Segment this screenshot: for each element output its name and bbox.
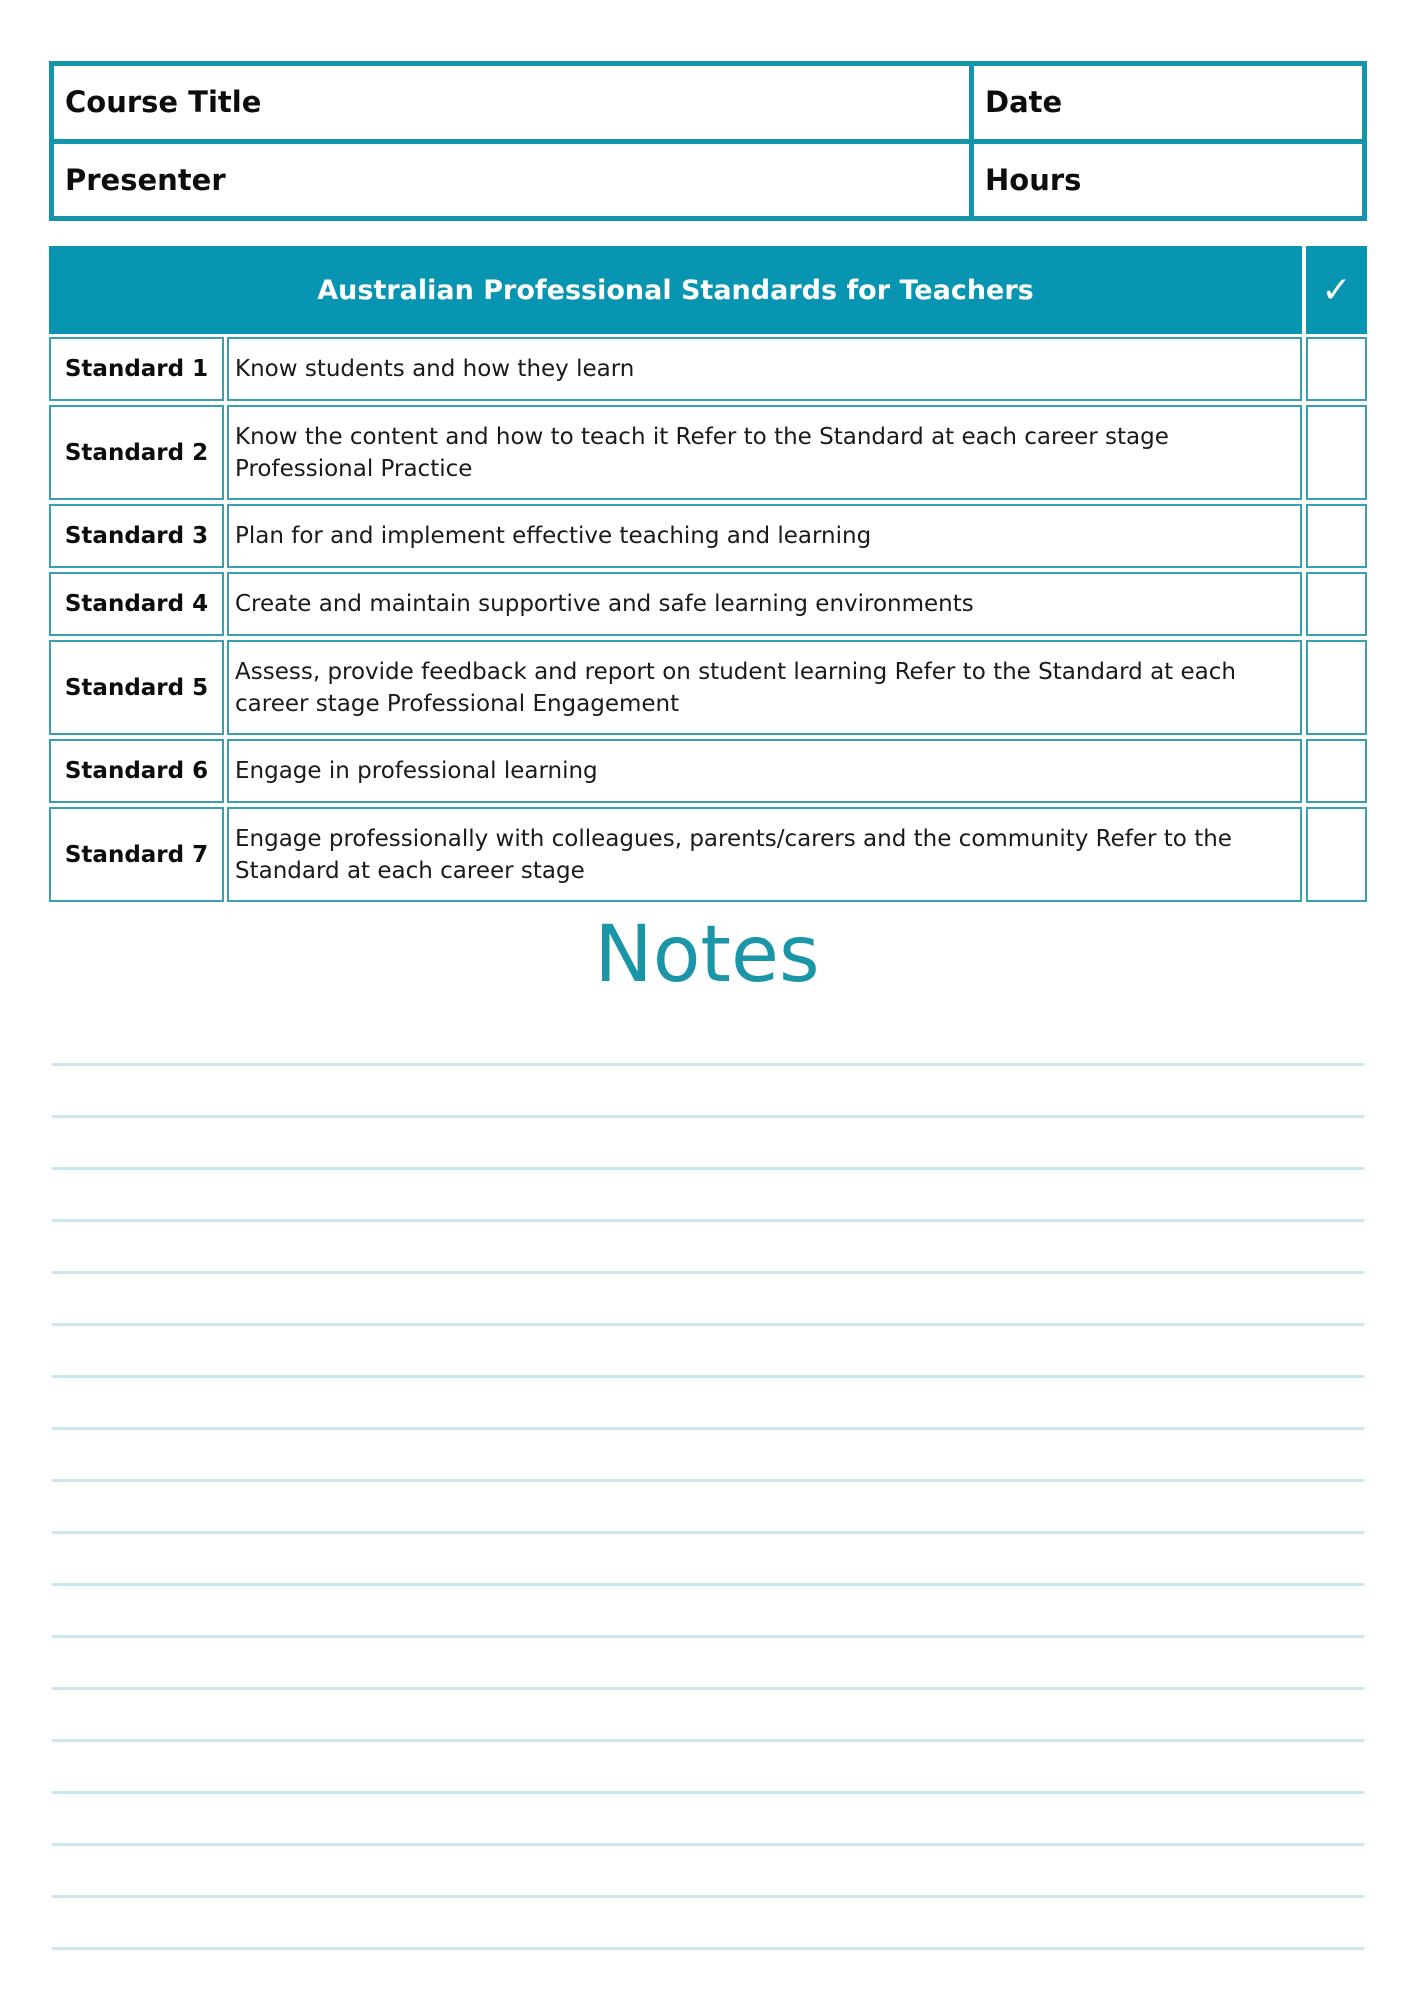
standard-label: Standard 4 xyxy=(49,572,224,636)
date-field[interactable] xyxy=(974,66,1362,139)
course-title-field[interactable] xyxy=(54,66,969,139)
standard-row-1 xyxy=(49,337,1367,401)
note-line xyxy=(52,1375,1364,1378)
note-line xyxy=(52,1531,1364,1534)
standard-checkbox[interactable] xyxy=(1306,572,1367,636)
course-info-box xyxy=(49,61,1367,221)
note-line xyxy=(52,1479,1364,1482)
note-line xyxy=(52,1271,1364,1274)
standards-table-header xyxy=(49,246,1367,334)
notes-title: Notes xyxy=(594,910,820,1000)
standard-label: Standard 5 xyxy=(49,640,224,735)
note-line xyxy=(52,1739,1364,1742)
checkmark-icon: ✓ xyxy=(1306,246,1367,334)
standard-label: Standard 6 xyxy=(49,739,224,803)
note-line xyxy=(52,1843,1364,1846)
standards-table-title: Australian Professional Standards for Teachers xyxy=(49,246,1302,334)
note-line xyxy=(52,1687,1364,1690)
standard-checkbox[interactable] xyxy=(1306,337,1367,401)
standard-description: Plan for and implement effective teaching and learning xyxy=(227,504,1302,568)
note-line xyxy=(52,1167,1364,1170)
standard-label: Standard 3 xyxy=(49,504,224,568)
presenter-field[interactable] xyxy=(54,144,969,217)
note-line xyxy=(52,1115,1364,1118)
standard-label: Standard 7 xyxy=(49,807,224,902)
standard-row-4 xyxy=(49,572,1367,636)
standard-checkbox[interactable] xyxy=(1306,807,1367,902)
note-line xyxy=(52,1063,1364,1066)
standard-checkbox[interactable] xyxy=(1306,640,1367,735)
course-title-label: Course Title xyxy=(65,85,262,120)
standard-checkbox[interactable] xyxy=(1306,739,1367,803)
standard-row-3 xyxy=(49,504,1367,568)
standard-label: Standard 1 xyxy=(49,337,224,401)
standard-description: Know the content and how to teach it Refer to the Standard at each career stage Professional Practice xyxy=(227,405,1302,500)
note-line xyxy=(52,1895,1364,1898)
hours-label: Hours xyxy=(985,162,1082,197)
standard-description: Know students and how they learn xyxy=(227,337,1302,401)
notes-lines[interactable] xyxy=(52,1063,1364,1999)
standard-label: Standard 2 xyxy=(49,405,224,500)
standard-description: Create and maintain supportive and safe learning environments xyxy=(227,572,1302,636)
date-label: Date xyxy=(985,85,1063,120)
standard-description: Assess, provide feedback and report on student learning Refer to the Standard at each career stage Professional Engagement xyxy=(227,640,1302,735)
standard-row-7 xyxy=(49,807,1367,902)
note-line xyxy=(52,1635,1364,1638)
presenter-label: Presenter xyxy=(65,162,226,197)
standard-checkbox[interactable] xyxy=(1306,405,1367,500)
note-line xyxy=(52,1427,1364,1430)
standard-description: Engage in professional learning xyxy=(227,739,1302,803)
note-line xyxy=(52,1323,1364,1326)
standard-row-6 xyxy=(49,739,1367,803)
note-line xyxy=(52,1791,1364,1794)
standard-row-5 xyxy=(49,640,1367,735)
note-line xyxy=(52,1219,1364,1222)
note-line xyxy=(52,1583,1364,1586)
note-line xyxy=(52,1947,1364,1950)
standard-checkbox[interactable] xyxy=(1306,504,1367,568)
standard-description: Engage professionally with colleagues, parents/carers and the community Refer to the Standard at each career stage xyxy=(227,807,1302,902)
hours-field[interactable] xyxy=(974,144,1362,217)
standards-table xyxy=(49,246,1367,906)
standard-row-2 xyxy=(49,405,1367,500)
